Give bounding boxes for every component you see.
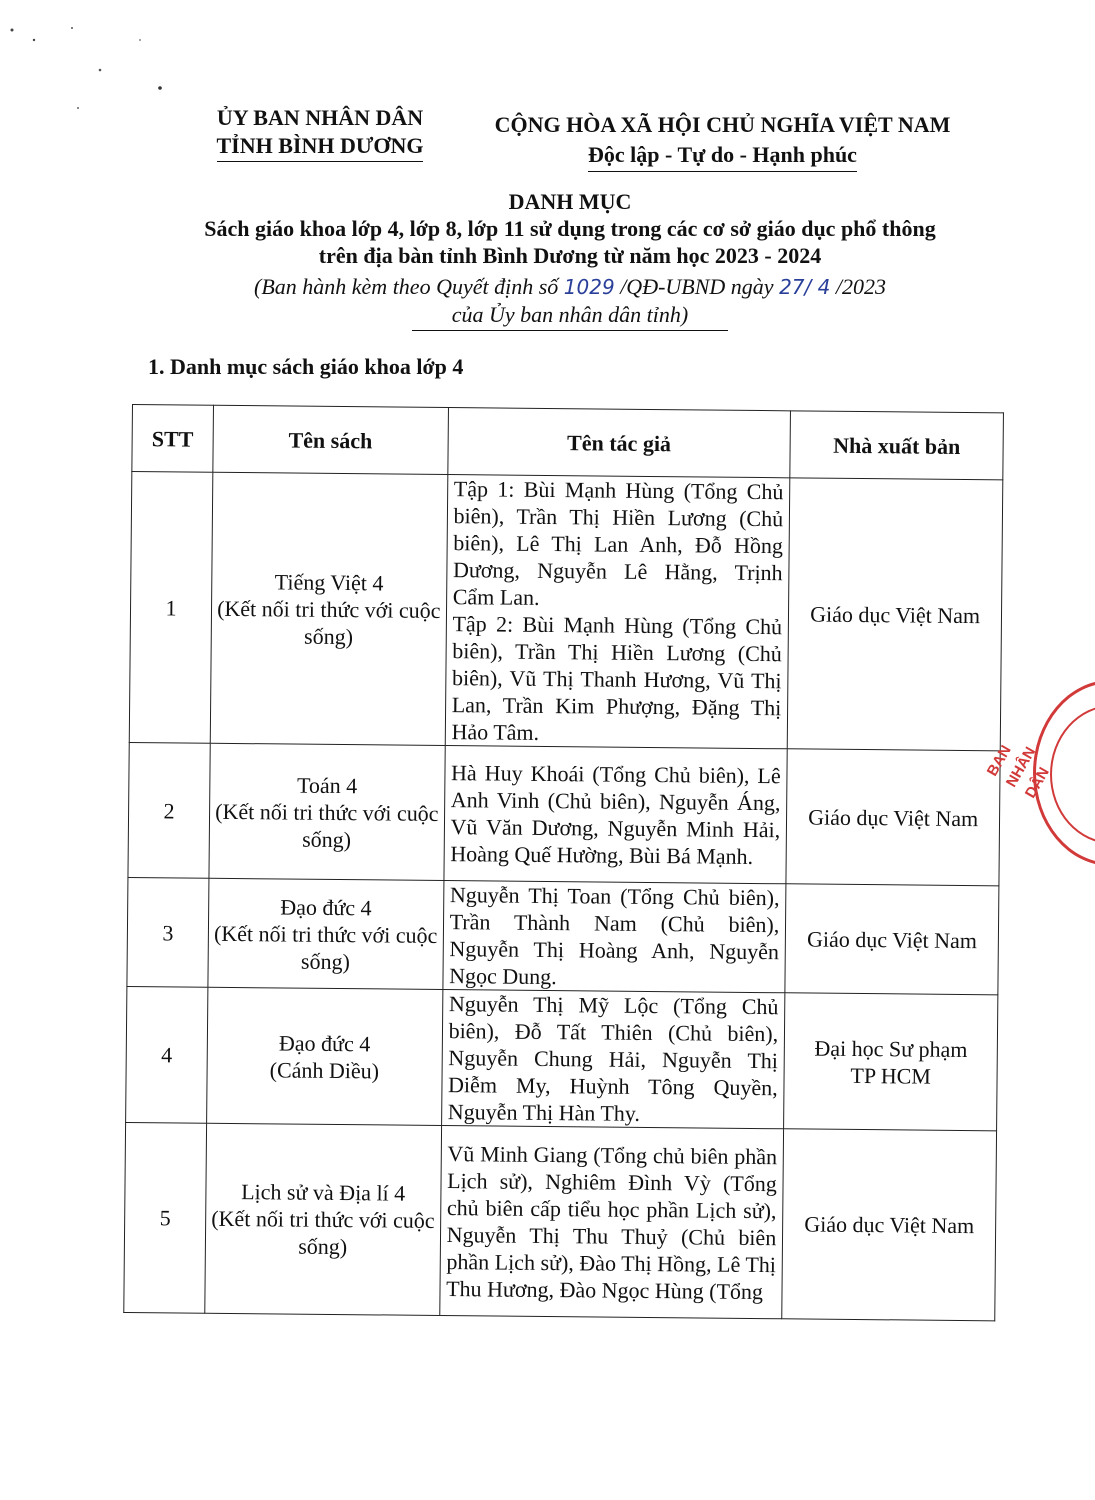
header-publisher: Nhà xuất bản (790, 411, 1003, 480)
cell-stt: 2 (128, 742, 210, 878)
cell-book-name: Toán 4 (Kết nối tri thức với cuộc sống) (209, 743, 445, 880)
header-stt: STT (132, 405, 214, 473)
cell-publisher: Giáo dục Việt Nam (786, 749, 1000, 886)
cell-stt: 4 (126, 986, 208, 1123)
cell-book-name: Đạo đức 4 (Cánh Diều) (207, 987, 443, 1125)
table-row (124, 1122, 997, 1320)
textbook-table (123, 404, 1004, 1321)
scan-specks (0, 0, 200, 130)
cell-publisher: Đại học Sư phạm TP HCM (784, 993, 998, 1131)
cell-authors: Vũ Minh Giang (Tổng chủ biên phần Lịch sử), Nghiêm Đình Vỳ (Tổng chủ biên cấp tiểu học phần Lịch sử), Nguyễn Thị Thu Thuỷ (Chủ biên phần Lịch sử), Đào Thị Hồng, Lê Thị Thu Hương, Đào Ngọc Hùng (Tổng (439, 1126, 783, 1319)
cell-authors: Tập 1: Bùi Mạnh Hùng (Tổng Chủ biên), Trần Thị Hiền Lương (Chủ biên), Lê Thị Lan Anh, Đỗ Hồng Dương, Nguyễn Lê Hằng, Trịnh Cẩm Lan. Tập 2: Bùi Mạnh Hùng (Tổng Chủ biên), Trần Thị Hiền Lương (Chủ biên), Vũ Thị Thanh Hương, Vũ Thị Lan, Trần Kim Phượng, Đặng Thị Hảo Tâm. (445, 475, 790, 749)
title-line-5: của Ủy ban nhân dân tỉnh) (412, 301, 728, 331)
title-line-3: trên địa bàn tỉnh Bình Dương từ năm học 2023 - 2024 (318, 243, 822, 268)
handwritten-decree-number: 1029 (563, 275, 615, 299)
cell-book-name: Tiếng Việt 4 (Kết nối tri thức với cuộc sống) (210, 472, 447, 745)
authority-line-1: ỦY BAN NHÂN DÂN (216, 105, 424, 130)
cell-stt: 1 (129, 472, 213, 744)
cell-stt: 3 (127, 877, 209, 987)
cell-authors: Nguyễn Thị Toan (Tổng Chủ biên), Trần Thành Nam (Chủ biên), Nguyễn Thị Hoàng Anh, Nguyễn Ngọc Dung. (443, 881, 787, 993)
cell-book-name: Đạo đức 4 (Kết nối tri thức với cuộc sống) (208, 878, 444, 989)
seal-text: BAN NHÂN DÂN (983, 742, 1053, 802)
cell-book-name: Lịch sử và Địa lí 4 (Kết nối tri thức với cuộc sống) (205, 1123, 442, 1315)
national-motto (470, 110, 975, 172)
cell-authors: Hà Huy Khoái (Tổng Chủ biên), Lê Anh Vinh (Chủ biên), Nguyễn Áng, Vũ Văn Dương, Nguyễn Minh Hải, Hoàng Quế Hường, Bùi Bá Mạnh. (444, 746, 788, 884)
cell-publisher: Giáo dục Việt Nam (782, 1129, 997, 1321)
nation-name: CỘNG HÒA XÃ HỘI CHỦ NGHĨA VIỆT NAM (494, 112, 951, 137)
header-book-name: Tên sách (213, 405, 448, 474)
table-row (126, 986, 998, 1130)
issuing-authority (180, 104, 460, 162)
cell-publisher: Giáo dục Việt Nam (785, 884, 999, 995)
authority-line-2: TỈNH BÌNH DƯƠNG (217, 132, 424, 162)
cell-authors: Nguyễn Thị Mỹ Lộc (Tổng Chủ biên), Đỗ Tất Thiên (Chủ biên), Nguyễn Chung Hải, Nguyễn Thị Diễm My, Huỳnh Tông Quyền, Nguyễn Thị Hàn Thy. (441, 990, 785, 1129)
cell-publisher: Giáo dục Việt Nam (787, 478, 1002, 751)
cell-stt: 5 (124, 1122, 207, 1313)
table-row (127, 877, 999, 994)
decree-reference: (Ban hành kèm theo Quyết định số 1029 /QĐ-UBND ngày 27/ 4 /2023 (254, 274, 886, 299)
section-title: 1. Danh mục sách giáo khoa lớp 4 (148, 354, 464, 379)
header-authors: Tên tác giả (447, 408, 790, 478)
handwritten-date: 27/ 4 (779, 275, 831, 299)
title-line-2: Sách giáo khoa lớp 4, lớp 8, lớp 11 sử dụng trong các cơ sở giáo dục phổ thông (204, 216, 936, 241)
document-title (130, 188, 1010, 331)
title-line-1: DANH MỤC (508, 189, 632, 214)
table-row (128, 742, 1000, 885)
table-row (129, 472, 1003, 751)
motto: Độc lập - Tự do - Hạnh phúc (588, 140, 857, 172)
table-header-row (132, 405, 1004, 480)
